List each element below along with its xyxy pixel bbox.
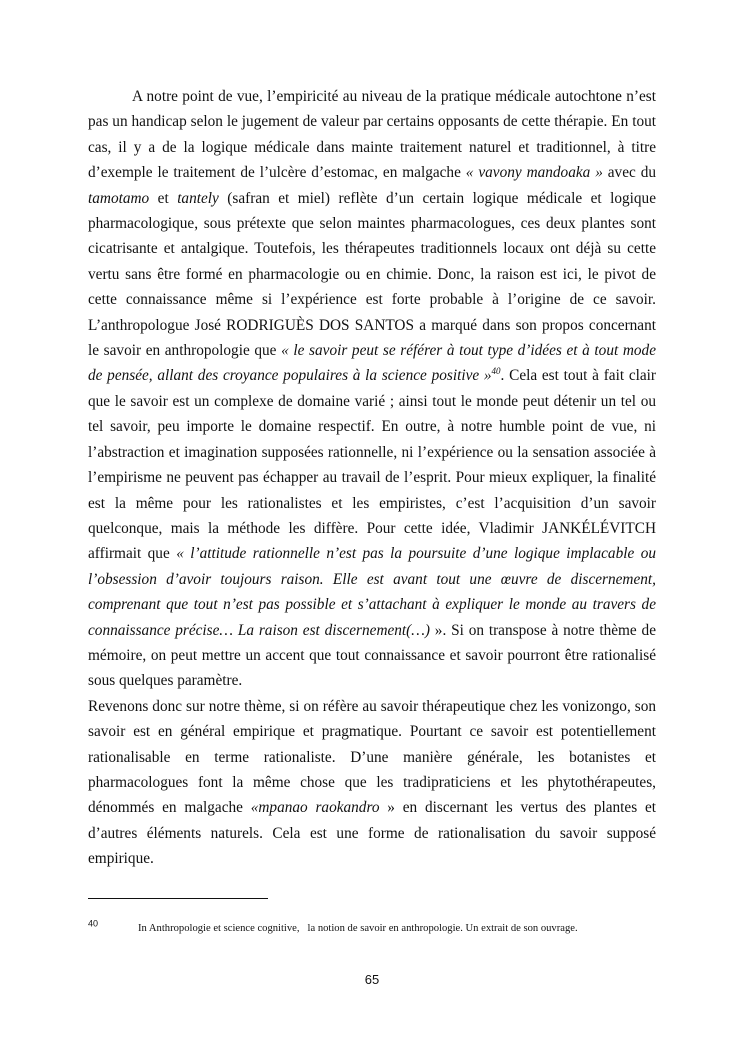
body-text xyxy=(88,84,656,872)
footnote-reference[interactable]: 40 xyxy=(491,366,501,377)
paragraph-1-text: . Cela est tout à fait clair que le savoir est un complexe de domaine varié ; ainsi tout le monde peut détenir un tel ou tel savoir, peu importe le domaine respectif. En outre, à notre humble point de vue, ni l’abstraction et imagination supposées rationnelle, ni l’expérience ou la sensation associée à l’empirisme ne peuvent pas échapper au travail de l’esprit. Pour mieux expliquer, la finalité est la même pour les rationalistes et les empiristes, c’est l’acquisition d’un savoir quelconque, mais la méthode les diffère. Pour cette idée, Vladimir JANKÉLÉVITCH affirmait que xyxy=(88,367,656,563)
paragraph-1 xyxy=(88,84,656,694)
paragraph-1-text: et xyxy=(149,189,178,207)
paragraph-1-italic-term: tantely xyxy=(177,189,219,207)
paragraph-2-text: Revenons donc sur notre thème, si on réfère au savoir thérapeutique chez les vonizongo, son savoir est en général empirique et pragmatique. Pourtant ce savoir est potentiellement rationalisable en terme rationaliste. D’une manière générale, les botanistes et pharmacologues font la même chose que les tradipraticiens et les phytothérapeutes, dénommés en malgache xyxy=(88,697,656,817)
paragraph-1-italic-term: tamotamo xyxy=(88,189,150,207)
footnote-source: In Anthropologie et science cognitive, xyxy=(138,923,300,934)
paragraph-1-text: (safran et miel) reflète d’un certain logique médicale et logique pharmacologique, sous prétexte que selon maintes pharmacologues, ces deux plantes sont cicatrisante et antalgique. Toutefois, les thérapeutes traditionnels locaux ont déjà su cette vertu sans être formé en pharmacologie ou en chimie. Donc, la raison est ici, le pivot de cette connaissance même si l’expérience est forte probable à l’origine de ce savoir. L’anthropologue José RODRIGUÈS DOS SANTOS a marqué dans son propos concernant le savoir en anthropologie que xyxy=(88,189,656,360)
paragraph-2-italic-term: «mpanao raokandro xyxy=(250,799,380,817)
quotation-rodrigues: « le savoir peut se référer à tout type d’idées et à tout mode de pensée, allant des croyance populaires à la science positive » xyxy=(88,342,656,385)
footnote xyxy=(88,920,656,938)
paragraph-1-text: avec du xyxy=(602,164,656,182)
paragraph-1-text: A notre point de vue, l’empiricité au niveau de la pratique médicale autochtone n’est pas un handicap selon le jugement de valeur par certains opposants de cette thérapie. En tout cas, il y a de la logique médicale dans mainte traitement naturel et traditionnel, à titre d’exemple le traitement de l’ulcère d’estomac, en malgache xyxy=(88,88,656,182)
quotation-jankelevitch: « l’attitude rationnelle n’est pas la poursuite d’une logique implacable ou l’obsession d’avoir toujours raison. Elle est avant tout une œuvre de discernement, comprenant que tout n’est pas possible et s’attachant à expliquer le monde au travers de connaissance précise… La raison est discernement(…) xyxy=(88,545,657,639)
paragraph-2 xyxy=(88,694,656,872)
page-number: 65 xyxy=(364,972,380,987)
paragraph-1-italic-term: « vavony mandoaka » xyxy=(465,164,603,182)
footnote-separator xyxy=(88,898,268,899)
paragraph-1-text: ». Si on transpose à notre thème de mémoire, on peut mettre un accent que tout connaissance et savoir pourront être rationalisé sous quelques paramètre. xyxy=(88,621,656,690)
footnote-number: 40 xyxy=(88,918,99,929)
paragraph-2-text: » en discernant les vertus des plantes et d’autres éléments naturels. Cela est une forme de rationalisation du savoir supposé empirique. xyxy=(88,799,656,868)
footnote-description: la notion de savoir en anthropologie. Un extrait de son ouvrage. xyxy=(307,923,578,934)
